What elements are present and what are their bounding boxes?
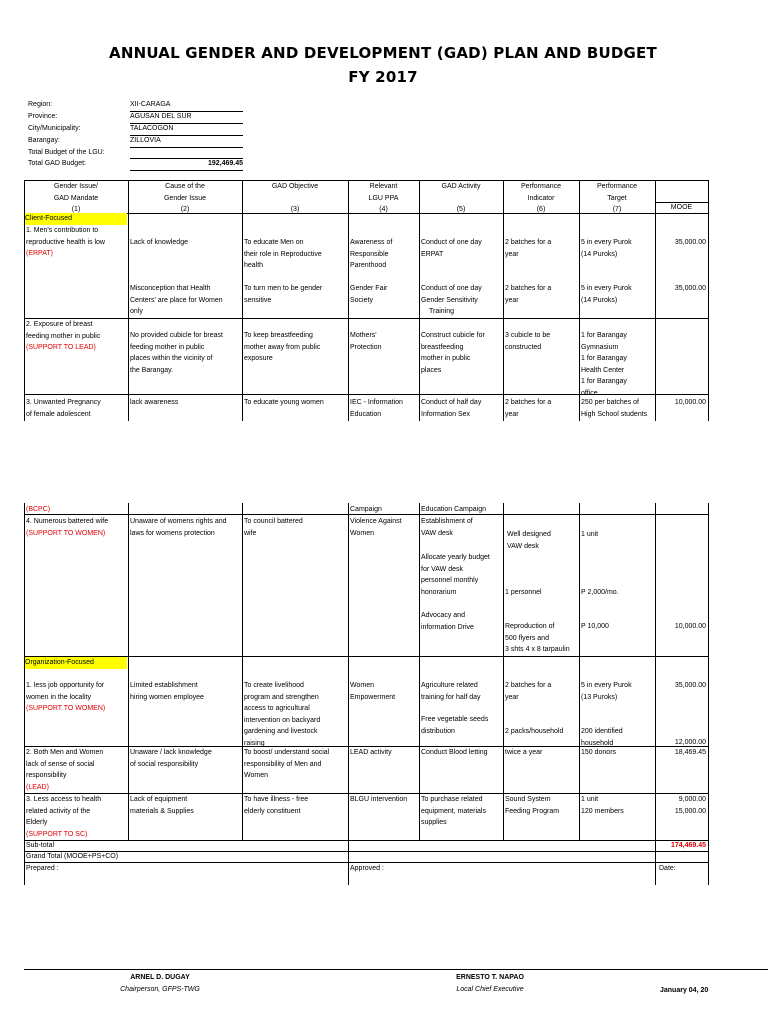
city-label: City/Municipality: [28,125,81,132]
table-cell: Unaware of womens rights and laws for womens protection [130,518,227,537]
table-cell: Women Empowerment [350,682,396,701]
table-cell: 2 batches for a year [505,682,552,701]
table-cell: 9,000.00 15,000.00 [674,796,706,815]
table-cell: 2. Both Men and Women lack of sense of social responsibility (LEAD) [26,749,104,791]
grid-line [419,180,420,421]
grid-line [419,503,420,840]
table-cell: To educate young women [244,399,324,406]
total-gad-label: Total GAD Budget: [28,160,86,167]
table-cell: lack awareness [130,399,179,406]
grid-line [348,180,349,421]
grid-line [242,180,243,421]
table-cell: To keep breastfeeding mother away from public exposure [244,332,321,363]
table-cell: 35,000.00 [674,682,706,689]
table-cell: 5 in every Purok (14 Puroks) [581,239,632,258]
table-cell: 1 unit 120 members [581,796,624,815]
grid-line [242,503,243,840]
header-target: Performance Target (7) [596,183,638,214]
table-cell: 2 packs/household [505,728,564,735]
grid-line [579,503,580,840]
grid-line [655,180,656,421]
table-cell: LEAD activity [350,749,392,756]
barangay-value: ZILLOVIA [130,135,243,148]
barangay-label: Barangay: [28,137,60,144]
table-cell: Misconception that Health Centers' are place for Women only [130,285,223,316]
table-cell: Campaign [350,506,382,513]
table-cell: Violence Against Women [350,518,402,537]
table-cell: twice a year [505,749,543,756]
table-cell: No provided cubicle for breast feeding mother in public places within the vicinity of the Barangay. [130,332,223,374]
grid-line [128,180,129,421]
table-cell: 35,000.00 [674,239,706,246]
header-mooe: MOOE [670,204,693,211]
grid-line [24,840,708,841]
table-cell: Sound System Feeding Program [505,796,560,815]
header-objective: GAD Objective (3) [271,183,319,214]
table-cell: 5 in every Purok (13 Puroks) [581,682,632,701]
header-gender-issue: Gender Issue/ GAD Mandate (1) [53,183,99,214]
table-cell: 10,000.00 [674,399,706,406]
table-cell: IEC - Information Education [350,399,403,418]
table-cell: 2 batches for a year [505,399,552,418]
table-cell: Lack of knowledge [130,239,188,246]
table-cell: 3. Less access to health related activity of the Elderly (SUPPORT TO SC) [26,796,102,838]
page-title-line1: ANNUAL GENDER AND DEVELOPMENT (GAD) PLAN AND BUDGET [109,44,657,62]
table-cell: Advocacy and information Drive [421,612,474,631]
table-cell: 5 in every Purok (14 Puroks) [581,285,632,304]
table-cell: Construct cubicle for breastfeeding mother in public places [421,332,485,374]
table-cell: Establishment of VAW desk [421,518,473,537]
header-indicator: Performance Indicator (6) [520,183,562,214]
table-cell: Unaware / lack knowledge of social responsibility [130,749,212,768]
table-cell: Awareness of Responsible Parenthood [350,239,393,270]
grid-line [24,851,708,852]
table-cell: To purchase related equipment, materials supplies [421,796,486,827]
table-cell: To turn men to be gender sensitive [244,285,323,304]
table-cell: 1 personnel [505,589,542,596]
table-cell: Reproduction of 500 flyers and 3 shts 4 x 8 tarpaulin [505,623,570,654]
signature-date: January 04, 20 [660,987,709,994]
signatory-1-title: Chairperson, GFPS-TWG [120,986,200,993]
grid-line [24,503,25,885]
subtotal-label: Sub-total [26,842,55,849]
section-client-focused: Client-Focused [25,213,127,225]
table-cell: 2 batches for a year [505,285,552,304]
table-cell: BLGU intervention [350,796,408,803]
signatory-1-name: ARNEL D. DUGAY [130,974,190,981]
grid-line [708,180,709,421]
table-cell: 35,000.00 [674,285,706,292]
table-cell: To educate Men on their role in Reproductive health [244,239,322,270]
table-cell: 3. Unwanted Pregnancy of female adolescent [26,399,101,418]
signatory-2-name: ERNESTO T. NAPAO [456,974,524,981]
grand-total-label: Grand Total (MOOE+PS+CO) [26,853,119,860]
total-gad-value: 192,469.45 [130,158,243,171]
grid-line [128,503,129,840]
table-cell: 2 batches for a year [505,239,552,258]
city-value: TALACOGON [130,123,243,136]
table-cell: 12,000.00 [674,739,706,746]
table-cell: Agriculture related training for half day [421,682,481,701]
table-cell: 1 unit [581,531,599,538]
table-cell: 1. less job opportunity for women in the locality (SUPPORT TO WOMEN) [26,682,106,713]
table-cell: To have illness - free elderly constituent [244,796,309,815]
grid-line [708,503,709,885]
table-cell: Gender Fair Society [350,285,388,304]
grid-line [503,180,504,421]
approved-label: Approved : [350,865,384,872]
page-title-line2: FY 2017 [348,68,418,86]
table-cell: Conduct Blood letting [421,749,488,756]
table-cell: Lack of equipment materials & Supplies [130,796,194,815]
table-cell: Mothers' Protection [350,332,382,351]
region-value: XII-CARAGA [130,99,243,112]
table-cell: 1 for Barangay Gymnasium 1 for Barangay Health Center 1 for Barangay office [581,332,627,397]
grid-line [579,180,580,421]
table-cell: Free vegetable seeds distribution [421,716,489,735]
grid-line [503,503,504,840]
grid-line [655,503,656,885]
table-cell: 200 identified household [581,728,623,747]
table-cell: 2. Exposure of breast feeding mother in public (SUPPORT TO LEAD) [26,321,101,352]
table-cell: To create livelihood program and strengthen access to agricultural intervention on backyard gardening and livestock raising [244,682,321,747]
prepared-label: Prepared : [26,865,59,872]
table-cell: 150 donors [581,749,617,756]
table-cell: Allocate yearly budget for VAW desk personnel monthly honorarium [421,554,490,596]
table-cell: Education Campaign [421,506,486,513]
signatory-2-title: Local Chief Executive [456,986,524,993]
grid-line [348,503,349,885]
table-cell: (BCPC) [26,506,51,513]
table-cell: 10,000.00 [674,623,706,630]
table-cell: Conduct of one day ERPAT [421,239,482,258]
total-budget-label: Total Budget of the LGU: [28,149,105,156]
header-cause: Cause of the Gender Issue (2) [163,183,207,214]
table-cell: P 10,000 [581,623,609,630]
subtotal-value: 174,469.45 [670,842,706,849]
table-cell: Limited establishment hiring women employee [130,682,204,701]
grid-line [24,969,768,970]
table-cell: Conduct of half day Information Sex [421,399,482,418]
table-cell: To council battered wife [244,518,303,537]
table-cell: 18,469.45 [674,749,706,756]
table-cell: 3 cubicle to be constructed [505,332,551,351]
province-value: AGUSAN DEL SUR [130,111,243,124]
province-label: Province: [28,113,58,120]
header-ppa: Relevant LGU PPA (4) [368,183,399,214]
date-label: Date: [659,865,676,872]
region-label: Region: [28,101,53,108]
table-cell: 250 per batches of High School students [581,399,648,418]
table-cell: P 2,000/mo. [581,589,619,596]
table-cell: 4. Numerous battered wife (SUPPORT TO WOMEN) [26,518,109,537]
table-cell: Well designed VAW desk [507,531,551,550]
table-cell: Conduct of one day Gender Sensitivity Training [421,285,482,316]
table-cell: 1. Men's contribution to reproductive health is low (ERPAT) [26,227,105,258]
header-activity: GAD Activity (5) [441,183,481,214]
section-organization-focused: Organization-Focused [25,657,127,669]
table-cell: To boost/ understand social responsibility of Men and Women [244,749,330,780]
